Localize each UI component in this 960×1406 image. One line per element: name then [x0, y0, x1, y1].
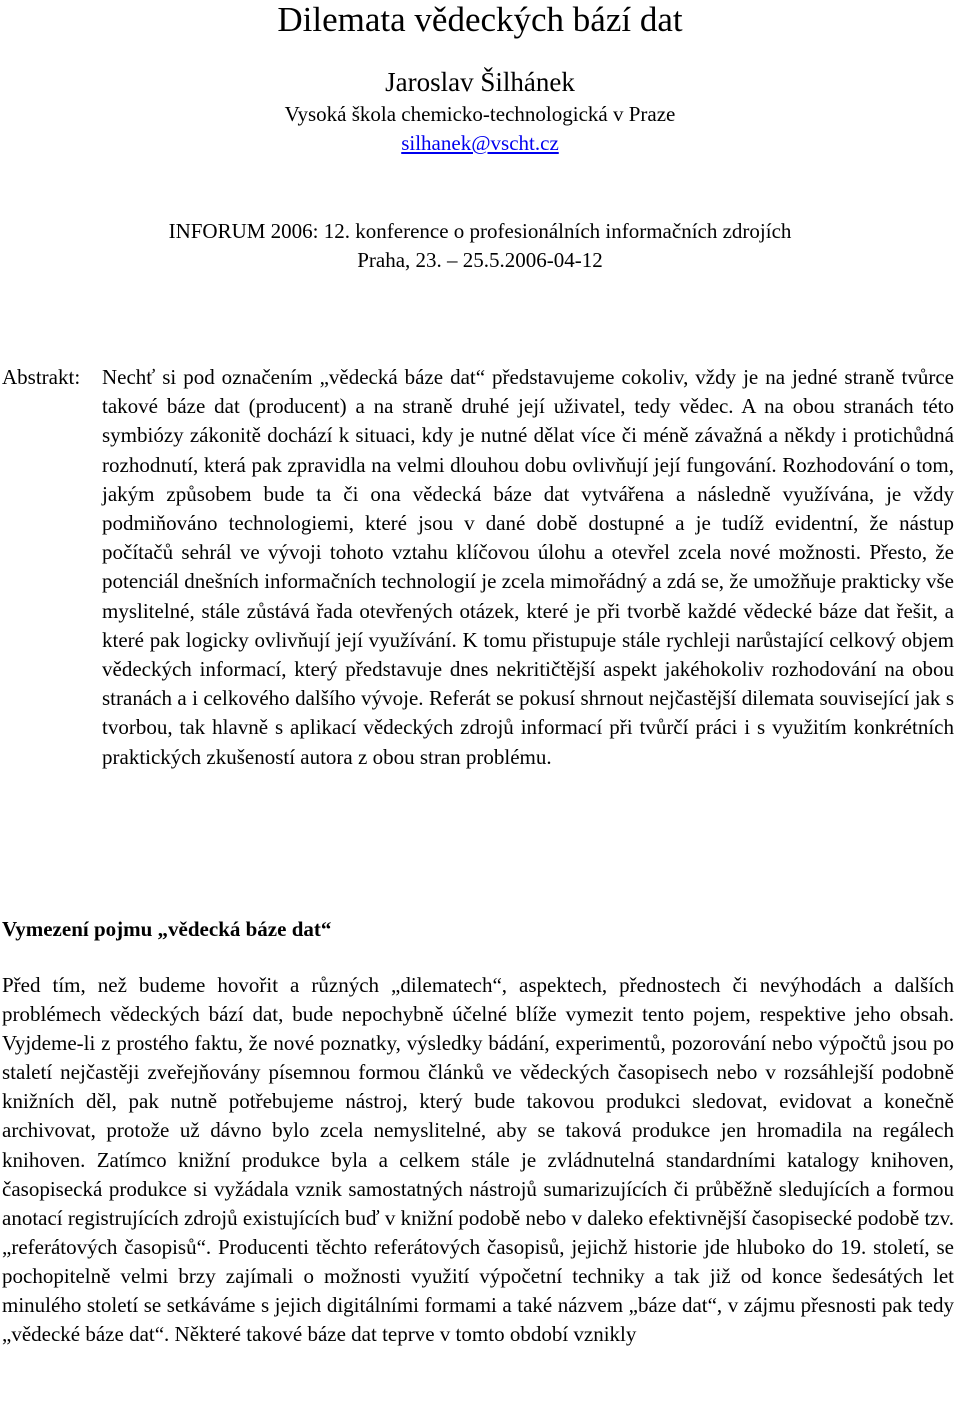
section-heading: Vymezení pojmu „vědecká báze dat“: [2, 917, 332, 941]
document-title: Dilemata vědeckých bází dat: [277, 0, 683, 39]
author-email-link[interactable]: silhanek@vscht.cz: [401, 131, 559, 155]
conference-place-date: Praha, 23. – 25.5.2006-04-12: [357, 248, 603, 272]
conference-name: INFORUM 2006: 12. konference o profesionálních informačních zdrojích: [168, 219, 792, 243]
abstract-text: Nechť si pod označením „vědecká báze dat“ představujeme cokoliv, vždy je na jedné straně tvůrce takové báze dat (producent) a na straně druhé její uživatel, tedy vědec. A na obou stranách této symbiózy zákonitě dochází k situaci, kdy je nutné dělat více či méně závažná a někdy i protichůdná rozhodnutí, která pak zpravidla na velmi dlouhou dobu ovlivňují její fungování. Rozhodování o tom, jakým způsobem bude ta či ona vědecká báze dat vytvářena a následně využívána, je vždy podmiňováno technologiemi, které jsou v dané době dostupné a je tudíž evidentní, že nástup počítačů sehrál ve vývoji tohoto vztahu klíčovou úlohu a otevřel zcela nové možnosti. Přesto, že potenciál dnešních informačních technologií je zcela mimořádný a zdá se, že umožňuje prakticky vše myslitelné, stále zůstává řada otevřených otázek, které je při tvorbě každé vědecké báze dat řešit, a které pak logicky ovlivňují její využívání. K tomu přistupuje stále rychleji narůstající celkový objem vědeckých informací, který představuje dnes nekritičtější aspekt jakéhokoliv rozhodování na obou stranách a i celkového dalšího vývoje. Referát se pokusí shrnout nejčastější dilemata související jak s tvorbou, tak hlavně s aplikací vědeckých zdrojů informací při tvůrčí práci i s využitím konkrétních praktických zkušeností autora z obou stran problému.: [102, 365, 954, 769]
author-name: Jaroslav Šilhánek: [385, 67, 575, 97]
author-affiliation: Vysoká škola chemicko-technologická v Praze: [284, 102, 676, 126]
author-email-line: [0, 129, 960, 158]
section-body-text: Před tím, než budeme hovořit a různých „dilematech“, aspektech, přednostech či nevýhodách a dalších problémech vědeckých bází dat, bude nepochybně účelné blíže vymezit tento pojem, respektive jeho obsah. Vyjdeme-li z prostého faktu, že nové poznatky, výsledky bádání, experimentů, pozorování nebo výpočtů jsou po staletí nejčastěji zveřejňovány písemnou formou článků ve vědeckých časopisech nebo v rozsáhlejší podobně knižních děl, pak nutně potřebujeme nástroj, který bude takovou produkci sledovat, evidovat a konečně archivovat, protože už dávno bylo zcela nemyslitelné, aby se taková produkce jen hromadila na regálech knihoven. Zatímco knižní produkce byla a celkem stále je zvládnutelná standardními katalogy knihoven, časopisecká produkce si vyžádala vznik samostatných nástrojů sumarizujících či průběžně sledujících a formou anotací registrujících zdrojů existujících buď v knižní podobě nebo v daleko efektivnější časopisecké podobě tzv. „referátových časopisů“. Producenti těchto referátových časopisů, jejichž historie jde hluboko do 19. století, se pochopitelně velmi brzy zajímali o možnosti využití výpočetní techniky a tak již od konce šedesátých let minulého století se setkáváme s jejich digitálními formami a také názvem „báze dat“, v zájmu přesnosti pak tedy „vědecké báze dat“. Některé takové báze dat teprve v tomto období vznikly: [2, 973, 954, 1347]
abstract-label: Abstrakt:: [2, 365, 81, 389]
